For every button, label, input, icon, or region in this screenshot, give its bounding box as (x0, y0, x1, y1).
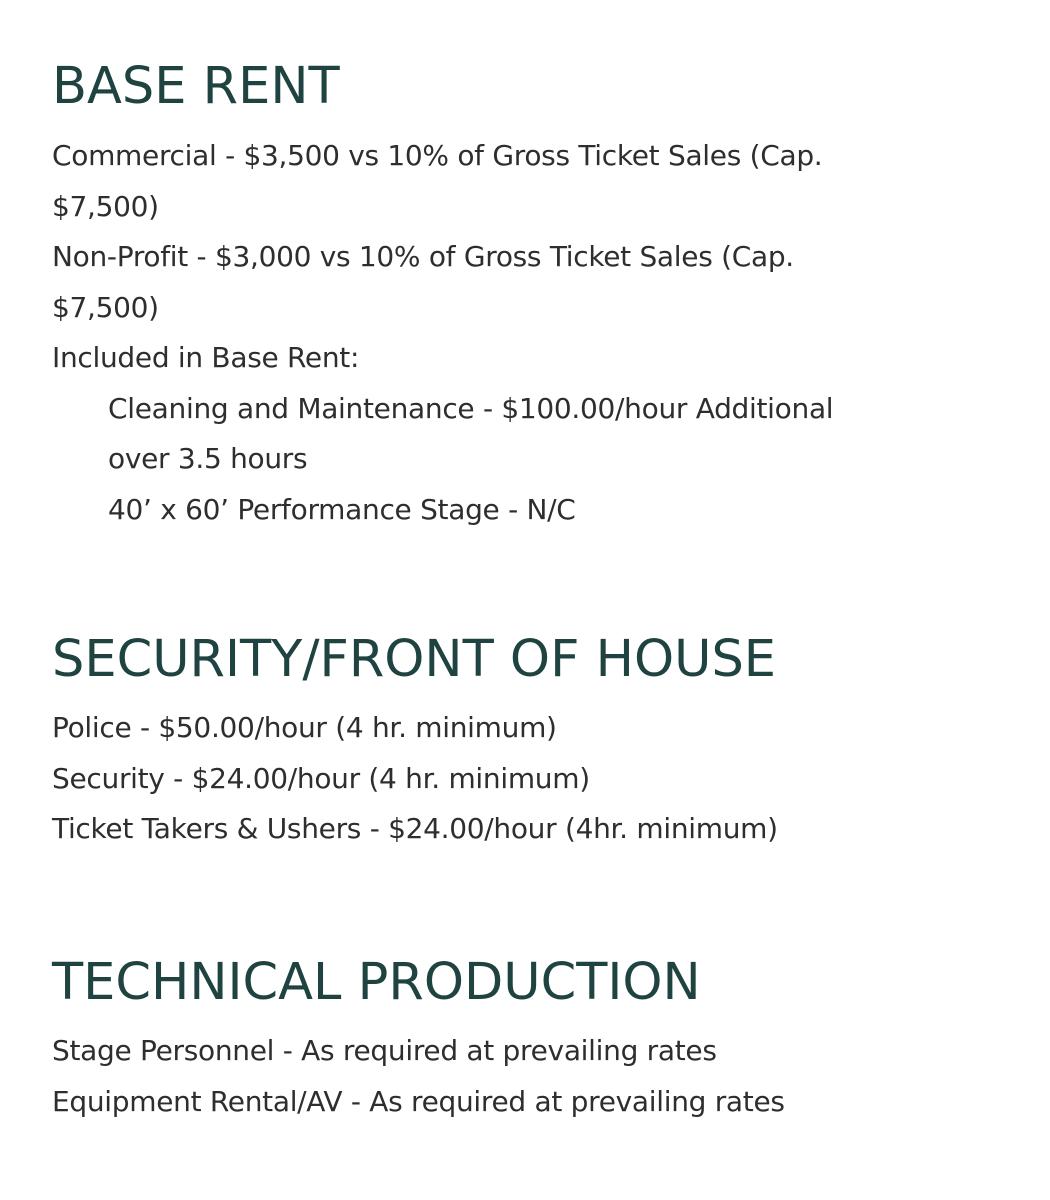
equipment-rental-line: Equipment Rental/AV - As required at prevailing rates (52, 1084, 785, 1118)
non-profit-rate-line: Non-Profit - $3,000 vs 10% of Gross Ticket Sales (Cap. (52, 240, 794, 273)
non-profit-cap-line: $7,500) (52, 290, 159, 324)
performance-stage-line: 40’ x 60’ Performance Stage - N/C (108, 492, 576, 526)
stage-personnel-line: Stage Personnel - As required at prevailing rates (52, 1034, 717, 1067)
security-section (52, 703, 778, 855)
commercial-rate-line: Commercial - $3,500 vs 10% of Gross Ticket Sales (Cap. (52, 139, 823, 172)
cleaning-maintenance-continued: over 3.5 hours (108, 442, 308, 475)
commercial-cap-line: $7,500) (52, 189, 159, 223)
ticket-takers-rate-line: Ticket Takers & Ushers - $24.00/hour (4hr. minimum) (52, 812, 778, 845)
cleaning-maintenance-line: Cleaning and Maintenance - $100.00/hour Additional (108, 391, 834, 425)
technical-production-heading: TECHNICAL PRODUCTION (52, 953, 701, 1012)
base-rent-section (52, 131, 833, 535)
security-heading: SECURITY/FRONT OF HOUSE (52, 630, 777, 689)
police-rate-line: Police - $50.00/hour (4 hr. minimum) (52, 711, 557, 744)
technical-production-section (52, 1026, 785, 1127)
base-rent-heading: BASE RENT (52, 57, 340, 116)
security-rate-line: Security - $24.00/hour (4 hr. minimum) (52, 761, 590, 795)
included-in-base-rent-label: Included in Base Rent: (52, 341, 360, 374)
